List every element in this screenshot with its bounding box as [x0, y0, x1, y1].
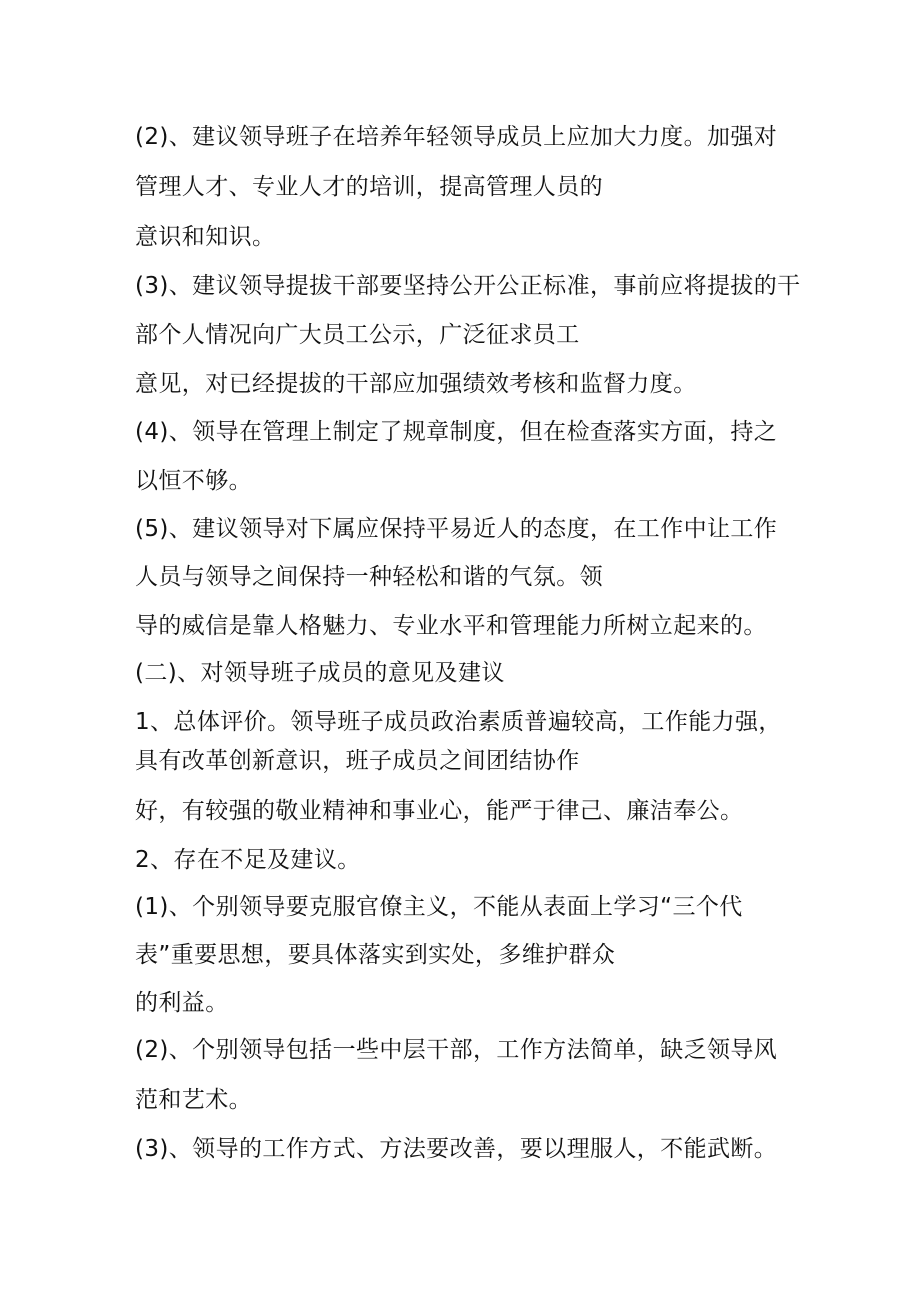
text-line: 的利益。	[135, 990, 229, 1016]
text-line: 以恒不够。	[135, 468, 252, 494]
text-line: (3)、领导的工作方式、方法要改善，要以理服人，不能武断。	[135, 1136, 778, 1162]
text-line: (1)、个别领导要克服官僚主义，不能从表面上学习“三个代	[135, 894, 743, 920]
text-line: 具有改革创新意识，班子成员之间团结协作	[135, 748, 580, 774]
text-line: (2)、个别领导包括一些中层干部，工作方法简单，缺乏领导风	[135, 1037, 778, 1063]
text-line: 意见，对已经提拔的干部应加强绩效考核和监督力度。	[135, 371, 697, 397]
text-line: (4)、领导在管理上制定了规章制度，但在检查落实方面，持之	[135, 419, 778, 445]
text-line: 1、总体评价。领导班子成员政治素质普遍较高，工作能力强，	[135, 709, 782, 735]
text-line: 2、存在不足及建议。	[135, 847, 361, 873]
text-line: 部个人情况向广大员工公示，广泛征求员工	[135, 322, 580, 348]
text-line: 意识和知识。	[135, 224, 276, 250]
text-line: 范和艺术。	[135, 1087, 252, 1113]
text-line: (5)、建议领导对下属应保持平易近人的态度，在工作中让工作	[135, 516, 778, 542]
text-line: 好，有较强的敬业精神和事业心，能严于律己、廉洁奉公。	[135, 798, 744, 824]
section-heading: (二)、对领导班子成员的意见及建议	[135, 660, 505, 686]
text-line: 管理人才、专业人才的培训，提高管理人员的	[135, 174, 603, 200]
text-line: 人员与领导之间保持一种轻松和谐的气氛。领	[135, 564, 603, 590]
text-line: (3)、建议领导提拔干部要坚持公开公正标准，事前应将提拔的干	[135, 273, 801, 299]
text-line: 表”重要思想，要具体落实到实处，多维护群众	[135, 942, 616, 968]
text-line: (2)、建议领导班子在培养年轻领导成员上应加大力度。加强对	[135, 124, 778, 150]
text-line: 导的威信是靠人格魅力、专业水平和管理能力所树立起来的。	[135, 613, 767, 639]
